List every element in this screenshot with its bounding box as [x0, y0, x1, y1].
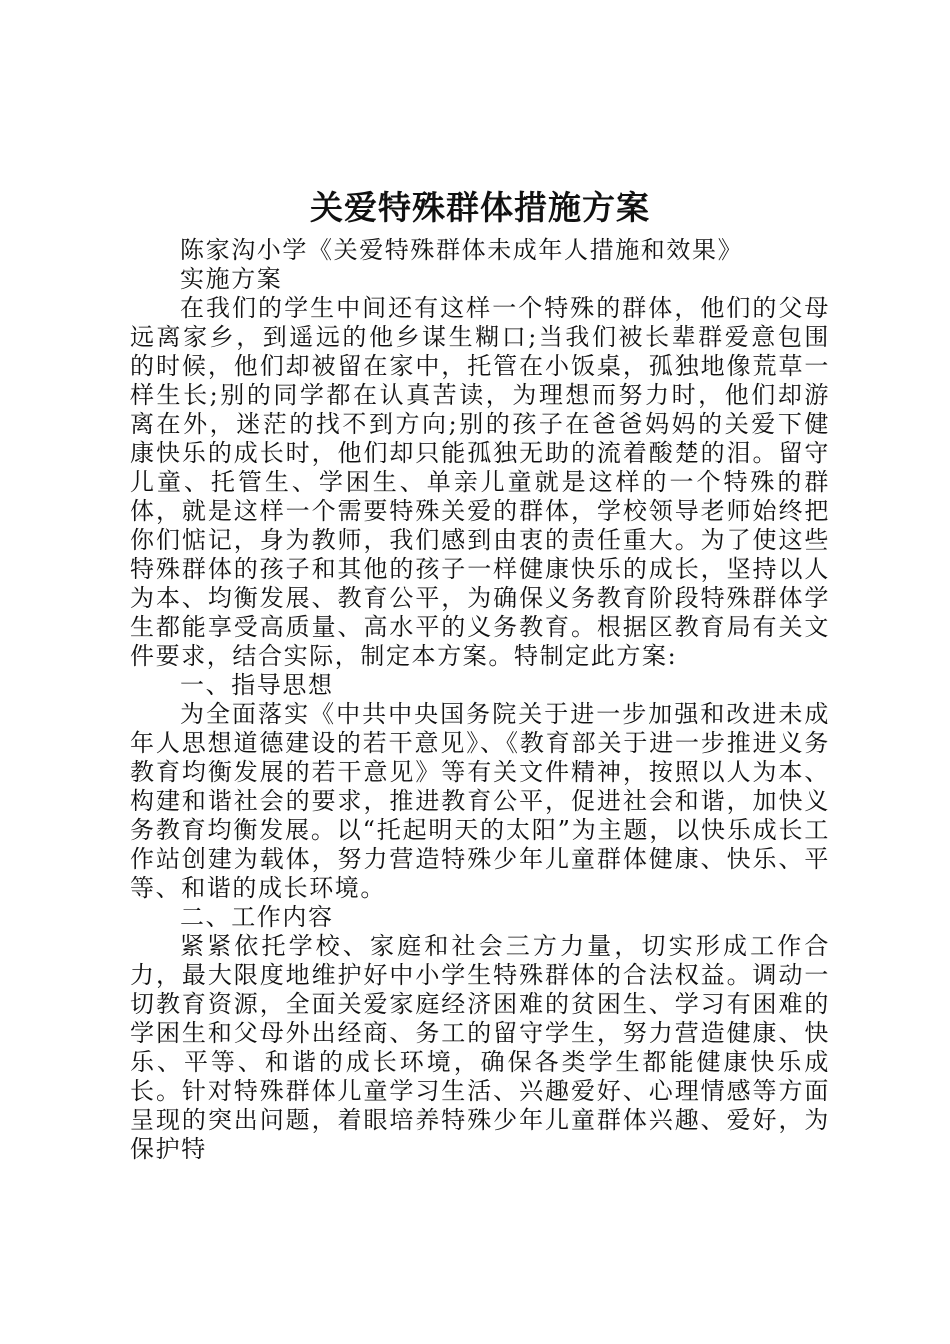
paragraph-intro: 在我们的学生中间还有这样一个特殊的群体，他们的父母远离家乡，到遥远的他乡谋生糊口;当我们被长辈群爱意包围的时候，他们却被留在家中，托管在小饭桌，孤独地像荒草一样生长;别的同学都在认真苦读，为理想而努力时，他们却游离在外，迷茫的找不到方向;别的孩子在爸爸妈妈的关爱下健康快乐的成长时，他们却只能孤独无助的流着酸楚的泪。留守儿童、托管生、学困生、单亲儿童就是这样的一个特殊的群体，就是这样一个需要特殊关爱的群体，学校领导老师始终把你们惦记，身为教师，我们感到由衷的责任重大。为了使这些特殊群体的孩子和其他的孩子一样健康快乐的成长，坚持以人为本、均衡发展、教育公平，为确保义务教育阶段特殊群体学生都能享受高质量、高水平的义务教育。根据区教育局有关文件要求，结合实际，制定本方案。特制定此方案:: [130, 294, 830, 670]
document-page: [130, 0, 830, 1344]
section-heading-work-content: 二、工作内容: [180, 903, 334, 931]
subtitle-line-2: 实施方案: [180, 265, 283, 293]
paragraph-work-content: 紧紧依托学校、家庭和社会三方力量，切实形成工作合力，最大限度地维护好中小学生特殊群体的合法权益。调动一切教育资源，全面关爱家庭经济困难的贫困生、学习有困难的学困生和父母外出经商、务工的留守学生，努力营造健康、快乐、平等、和谐的成长环境，确保各类学生都能健康快乐成长。针对特殊群体儿童学习生活、兴趣爱好、心理情感等方面呈现的突出问题，着眼培养特殊少年儿童群体兴趣、爱好，为保护特: [130, 932, 830, 1163]
subtitle-line-1: 陈家沟小学《关爱特殊群体未成年人措施和效果》: [180, 236, 744, 264]
paragraph-guiding-thought: 为全面落实《中共中央国务院关于进一步加强和改进未成年人思想道德建设的若干意见》、《教育部关于进一步推进义务教育均衡发展的若干意见》等有关文件精神，按照以人为本、构建和谐社会的要求，推进教育公平，促进社会和谐，加快义务教育均衡发展。以“托起明天的太阳”为主题，以快乐成长工作站创建为载体，努力营造特殊少年儿童群体健康、快乐、平等、和谐的成长环境。: [130, 700, 830, 902]
document-body: [130, 236, 830, 1164]
section-heading-guiding-thought: 一、指导思想: [180, 671, 334, 699]
document-title: 关爱特殊群体措施方案: [310, 188, 650, 227]
